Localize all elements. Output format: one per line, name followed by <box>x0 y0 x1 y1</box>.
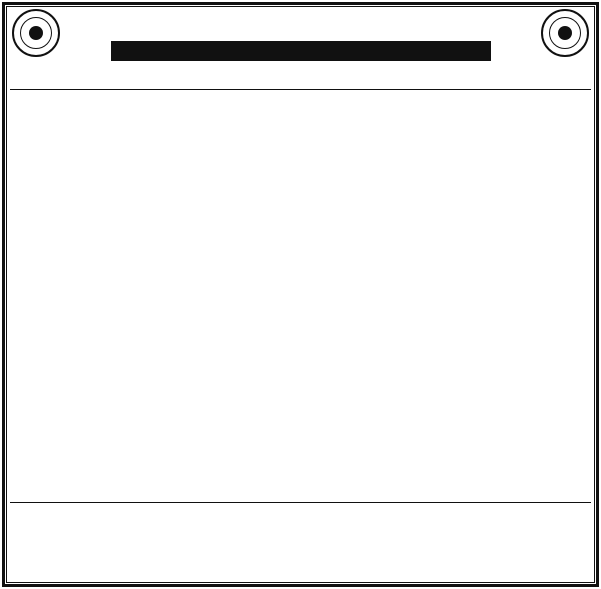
notice-header <box>80 10 521 61</box>
notice-title <box>80 10 521 38</box>
footer-line <box>12 562 589 576</box>
body-line <box>12 426 589 441</box>
header-divider <box>10 89 591 90</box>
body-line <box>12 92 589 107</box>
company-name <box>110 70 491 88</box>
notice-footer <box>12 506 589 578</box>
footer-line <box>12 520 589 534</box>
body-line <box>12 208 589 223</box>
body-line <box>12 310 589 325</box>
body-line <box>12 339 589 354</box>
body-line <box>12 266 589 281</box>
body-line <box>12 121 589 136</box>
body-line <box>12 397 589 412</box>
body-line <box>12 165 589 180</box>
body-line <box>12 136 589 151</box>
body-line <box>12 150 589 165</box>
body-line <box>12 440 589 455</box>
company-emblem-icon <box>12 9 60 57</box>
body-line <box>12 484 589 499</box>
body-line <box>12 107 589 122</box>
body-line <box>12 237 589 252</box>
body-line <box>12 223 589 238</box>
body-line <box>12 382 589 397</box>
body-line <box>12 194 589 209</box>
body-line <box>12 281 589 296</box>
body-line <box>12 455 589 470</box>
body-line <box>12 324 589 339</box>
ministry-emblem-icon <box>541 9 589 57</box>
body-line <box>12 252 589 267</box>
body-line <box>12 368 589 383</box>
notice-body <box>12 92 589 498</box>
footer-line <box>12 534 589 548</box>
body-line <box>12 469 589 484</box>
footer-line <box>12 506 589 520</box>
notice-meta <box>111 41 491 61</box>
footer-divider <box>10 502 591 503</box>
body-line <box>12 179 589 194</box>
footer-line <box>12 548 589 562</box>
body-line <box>12 295 589 310</box>
body-line <box>12 353 589 368</box>
body-line <box>12 411 589 426</box>
